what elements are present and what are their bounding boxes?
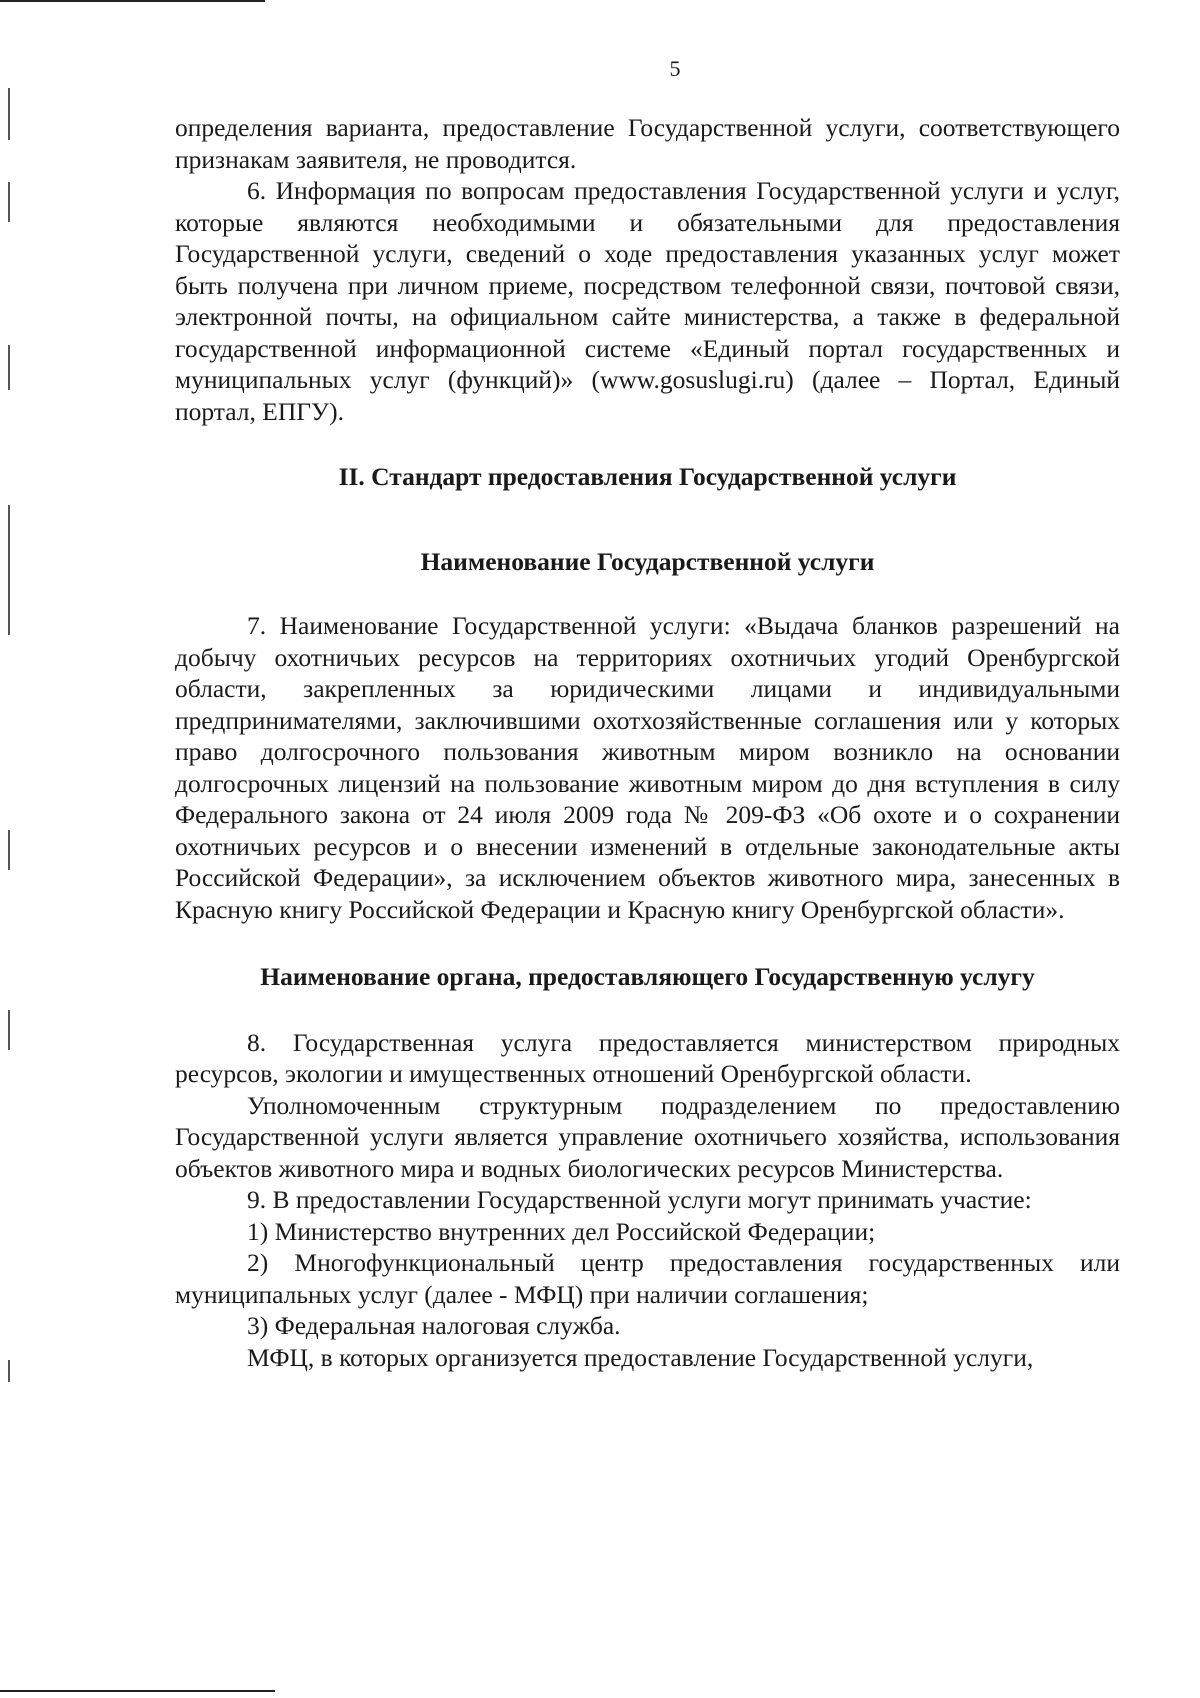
list-item-3: 3) Федеральная налоговая служба. — [247, 1311, 621, 1340]
scan-margin-mark — [8, 1360, 10, 1382]
subheading-service-name: Наименование Государственной услуги — [420, 546, 875, 576]
list-item-2: 2) Многофункциональный центр предоставления государственных или муниципальных услуг (далее - МФЦ) при наличии соглашения; — [175, 1248, 1120, 1309]
scan-margin-mark — [8, 345, 10, 390]
paragraph-6: 6. Информация по вопросам предоставления Государственной услуги и услуг, которые являются необходимыми и обязательными для предоставления Государственной услуги, сведений о ходе предоставления указанных услуг может быть получена при личном приеме, посредством телефонной связи, почтовой связи, электронной почты, на официальном сайте министерства, а также в федеральной государственной информационной системе «Единый портал государственных и муниципальных услуг (функций)» (www.gosuslugi.ru) (далее – Портал, Единый портал, ЕПГУ). — [175, 176, 1120, 426]
paragraph-variant-continuation: определения варианта, предоставление Государственной услуги, соответствующего признакам заявителя, не проводится. — [175, 113, 1120, 174]
section-heading-standard: II. Стандарт предоставления Государственной услуги — [338, 462, 957, 491]
paragraph-7: 7. Наименование Государственной услуги: «Выдача бланков разрешений на добычу охотничьих ресурсов на территориях охотничьих угодий Оренбургской области, закрепленных за юридическими лицами и индивидуальными предпринимателями, заключившими охотхозяйственные соглашения или у которых право долгосрочного пользования животным миром возникло на основании долгосрочных лицензий на пользование животным миром до дня вступления в силу Федерального закона от 24 июля 2009 года № 209-ФЗ «Об охоте и о сохранении охотничьих ресурсов и о внесении изменений в отдельные законодательные акты Российской Федерации», за исключением объектов животного мира, занесенных в Красную книгу Российской Федерации и Красную книгу Оренбургской области». — [175, 611, 1120, 924]
paragraph-9: 9. В предоставлении Государственной услуги могут принимать участие: — [247, 1185, 1032, 1214]
paragraph-authorized-unit: Уполномоченным структурным подразделением по предоставлению Государственной услуги является управление охотничьего хозяйства, использования объектов животного мира и водных биологических ресурсов Министерства. — [175, 1090, 1120, 1183]
scan-margin-mark — [8, 505, 10, 635]
subheading-authority: Наименование органа, предоставляющего Государственную услугу — [260, 962, 1035, 991]
scan-margin-mark — [8, 830, 10, 870]
scan-edge-bottom — [0, 1690, 275, 1692]
paragraph-mfc: МФЦ, в которых организуется предоставление Государственной услуги, — [247, 1342, 1034, 1372]
scan-margin-mark — [8, 88, 10, 140]
scan-edge-top — [0, 0, 265, 2]
page-number: 5 — [669, 56, 681, 81]
paragraph-8: 8. Государственная услуга предоставляется министерством природных ресурсов, экологии и имущественных отношений Оренбургской области. — [175, 1027, 1120, 1088]
scan-margin-mark — [8, 182, 10, 222]
document-body — [175, 112, 1120, 1373]
scan-margin-mark — [8, 1010, 10, 1050]
list-item-1: 1) Министерство внутренних дел Российской Федерации; — [247, 1216, 876, 1246]
